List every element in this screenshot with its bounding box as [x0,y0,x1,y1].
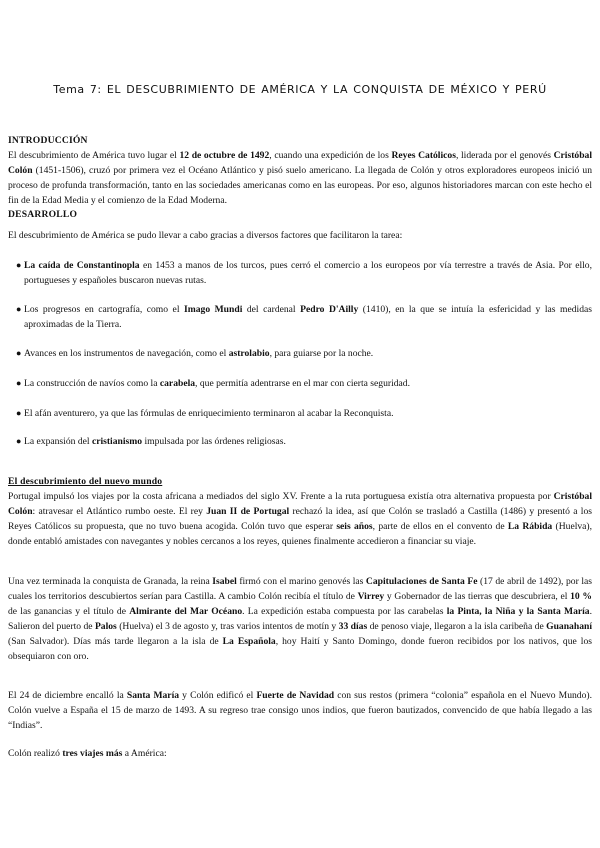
text-run: (17 de abril de 1492), por las cuales los territorios descubiertos serían para Castilla. A cambio Colón recibía el título de [8,576,592,602]
section-paragraph [8,489,592,549]
text-run: con sus restos (primera “colonia” española en el Nuevo Mundo). Colón vuelve a España el 15 de marzo de 1493. A su regreso trae consigo unos indios, que fueron bautizados, convencido de que había llegado a las “Indias”. [8,690,592,731]
bold-text-run: Imago Mundi [184,304,243,315]
bold-text-run: 33 días [338,621,368,632]
text-run: rechazó la idea, así que Colón se trasladó a Castilla (1486) y presentó a los Reyes Católicos su propuesta, que no tuvo buena acogida. Colón tuvo que esperar [8,506,592,532]
text-run: Avances en los instrumentos de navegación, como el [24,348,229,359]
text-run: y Gobernador de las tierras que descubriera, el [384,591,571,602]
page-title: Tema 7: EL DESCUBRIMIENTO DE AMÉRICA Y LA CONQUISTA DE MÉXICO Y PERÚ [53,83,547,96]
desarrollo-intro: El descubrimiento de América se pudo llevar a cabo gracias a diversos factores que facilitaron la tarea: [8,230,403,241]
text-run: impulsada por las órdenes religiosas. [142,436,286,447]
bullet-dot: ● [16,408,22,418]
bold-text-run: carabela [159,378,196,389]
bold-text-run: La Española [222,636,276,647]
bullet-item [16,434,592,449]
bold-text-run: seis años [336,521,373,532]
text-run: de penoso viaje, llegaron a la isla caribeña de [367,621,547,632]
text-run: Colón realizó [8,748,63,759]
bold-text-run: Guanahaní [546,621,592,632]
bold-text-run: Almirante del Mar Océano [129,606,243,617]
text-run: (1410), en la que se intuía la esfericidad y las medidas aproximadas de la Tierra. [24,304,592,330]
bold-text-run: Capitulaciones de Santa Fe [365,576,478,587]
text-run: de las ganancias y el título de [8,606,130,617]
bold-text-run: Virrey [357,591,385,602]
bullet-dot: ● [16,436,22,446]
bold-text-run: Juan II de Portugal [206,506,290,517]
text-run: (Huelva), donde entabló amistades con navegantes y nobles cercanos a los reyes, quienes finalmente accedieron a financiar su viaje. [8,521,593,547]
bold-text-run: cristianismo [91,436,143,447]
text-run: El 24 de diciembre encalló la [8,690,127,701]
bold-text-run: Reyes Católicos [391,150,456,161]
bold-text-run: la Pinta, la Niña y la Santa María [446,606,590,617]
section-heading: El descubrimiento del nuevo mundo [8,476,163,487]
bullet-item [16,302,592,332]
bullet-text [24,408,393,419]
bullet-dot: ● [16,304,22,314]
desarrollo-heading: DESARROLLO [8,209,78,220]
text-run: y Colón edificó el [179,690,257,701]
text-run: , cuando una expedición de los [269,150,392,161]
section-paragraph [8,746,592,761]
text-run: Los progresos en cartografía, como el [24,304,184,315]
text-run: firmó con el marino genovés las [236,576,366,587]
text-run: El afán aventurero, ya que las fórmulas de enriquecimiento terminaron al acabar la Reconquista. [24,408,394,419]
text-run: , hoy Haití y Santo Domingo, donde fueron recibidos por los nativos, que los obsequiaron con oro. [8,636,592,662]
bold-text-run: La caída de Constantinopla [24,260,140,271]
text-run: (1451-1506), cruzó por primera vez el Océano Atlántico y pisó suelo americano. La llegada de Colón y otros exploradores europeos inició un proceso de profunda transformación, tanto en las sociedades americanas como en las europeas. Por eso, algunos historiadores marcan con este hecho el fin de la Edad Media y el comienzo de la Edad Moderna. [8,165,592,206]
bullet-item [16,406,592,421]
bold-text-run: Palos [94,621,117,632]
bold-text-run: Santa María [126,690,180,701]
text-run: a América: [122,748,167,759]
bullet-text [24,260,592,286]
text-run: : atravesar el Atlántico rumbo oeste. El rey [32,506,207,517]
text-run: del cardenal [242,304,301,315]
bold-text-run: Isabel [212,576,237,587]
bold-text-run: Fuerte de Navidad [256,690,335,701]
bullet-text [24,436,286,447]
text-run: en 1453 a manos de los turcos, pues cerró el comercio a los europeos por vía terrestre a través de Asia. Por ello, portugueses y españoles buscaron nuevas rutas. [24,260,593,286]
bullet-item [16,346,592,361]
intro-paragraph [8,133,592,208]
text-run: . Salieron del puerto de [8,606,592,632]
bold-text-run: Pedro D'Ailly [300,304,359,315]
text-run: La expansión del [24,436,92,447]
bold-text-run: Cristóbal Colón [8,150,592,176]
bold-text-run: tres viajes más [62,748,123,759]
bold-text-run: 10 % [570,591,592,602]
bullet-text [24,378,410,389]
section-paragraph [8,688,592,733]
bold-text-run: astrolabio [228,348,270,359]
text-run: (San Salvador). Días más tarde llegaron a la isla de [8,636,223,647]
bold-text-run: La Rábida [507,521,553,532]
text-run: Portugal impulsó los viajes por la costa africana a mediados del siglo XV. Frente a la ruta portuguesa existía otra alternativa propuesta por [8,491,554,502]
text-run: , para guiarse por la noche. [269,348,374,359]
bullet-text [24,348,373,359]
text-run: El descubrimiento de América tuvo lugar el [8,150,180,161]
bullet-dot: ● [16,378,22,388]
bullet-dot: ● [16,348,22,358]
text-run: Una vez terminada la conquista de Granada, la reina [8,576,213,587]
bold-text-run: Cristóbal Colón [8,491,592,517]
section-paragraph [8,574,592,664]
text-run: , parte de ellos en el convento de [372,521,508,532]
text-run: . La expedición estaba compuesta por las carabelas [242,606,447,617]
bullet-text [24,304,592,330]
text-run: , que permitía adentrarse en el mar con cierta seguridad. [195,378,411,389]
text-run: La construcción de navíos como la [24,378,160,389]
bold-text-run: 12 de octubre de 1492 [179,150,270,161]
bullet-item [16,376,592,391]
text-run: , liderada por el genovés [455,150,554,161]
bullet-item [16,258,592,288]
text-run: (Huelva) el 3 de agosto y, tras varios intentos de motín y [116,621,339,632]
bullet-dot: ● [16,260,22,270]
intro-heading: INTRODUCCIÓN [8,135,88,146]
